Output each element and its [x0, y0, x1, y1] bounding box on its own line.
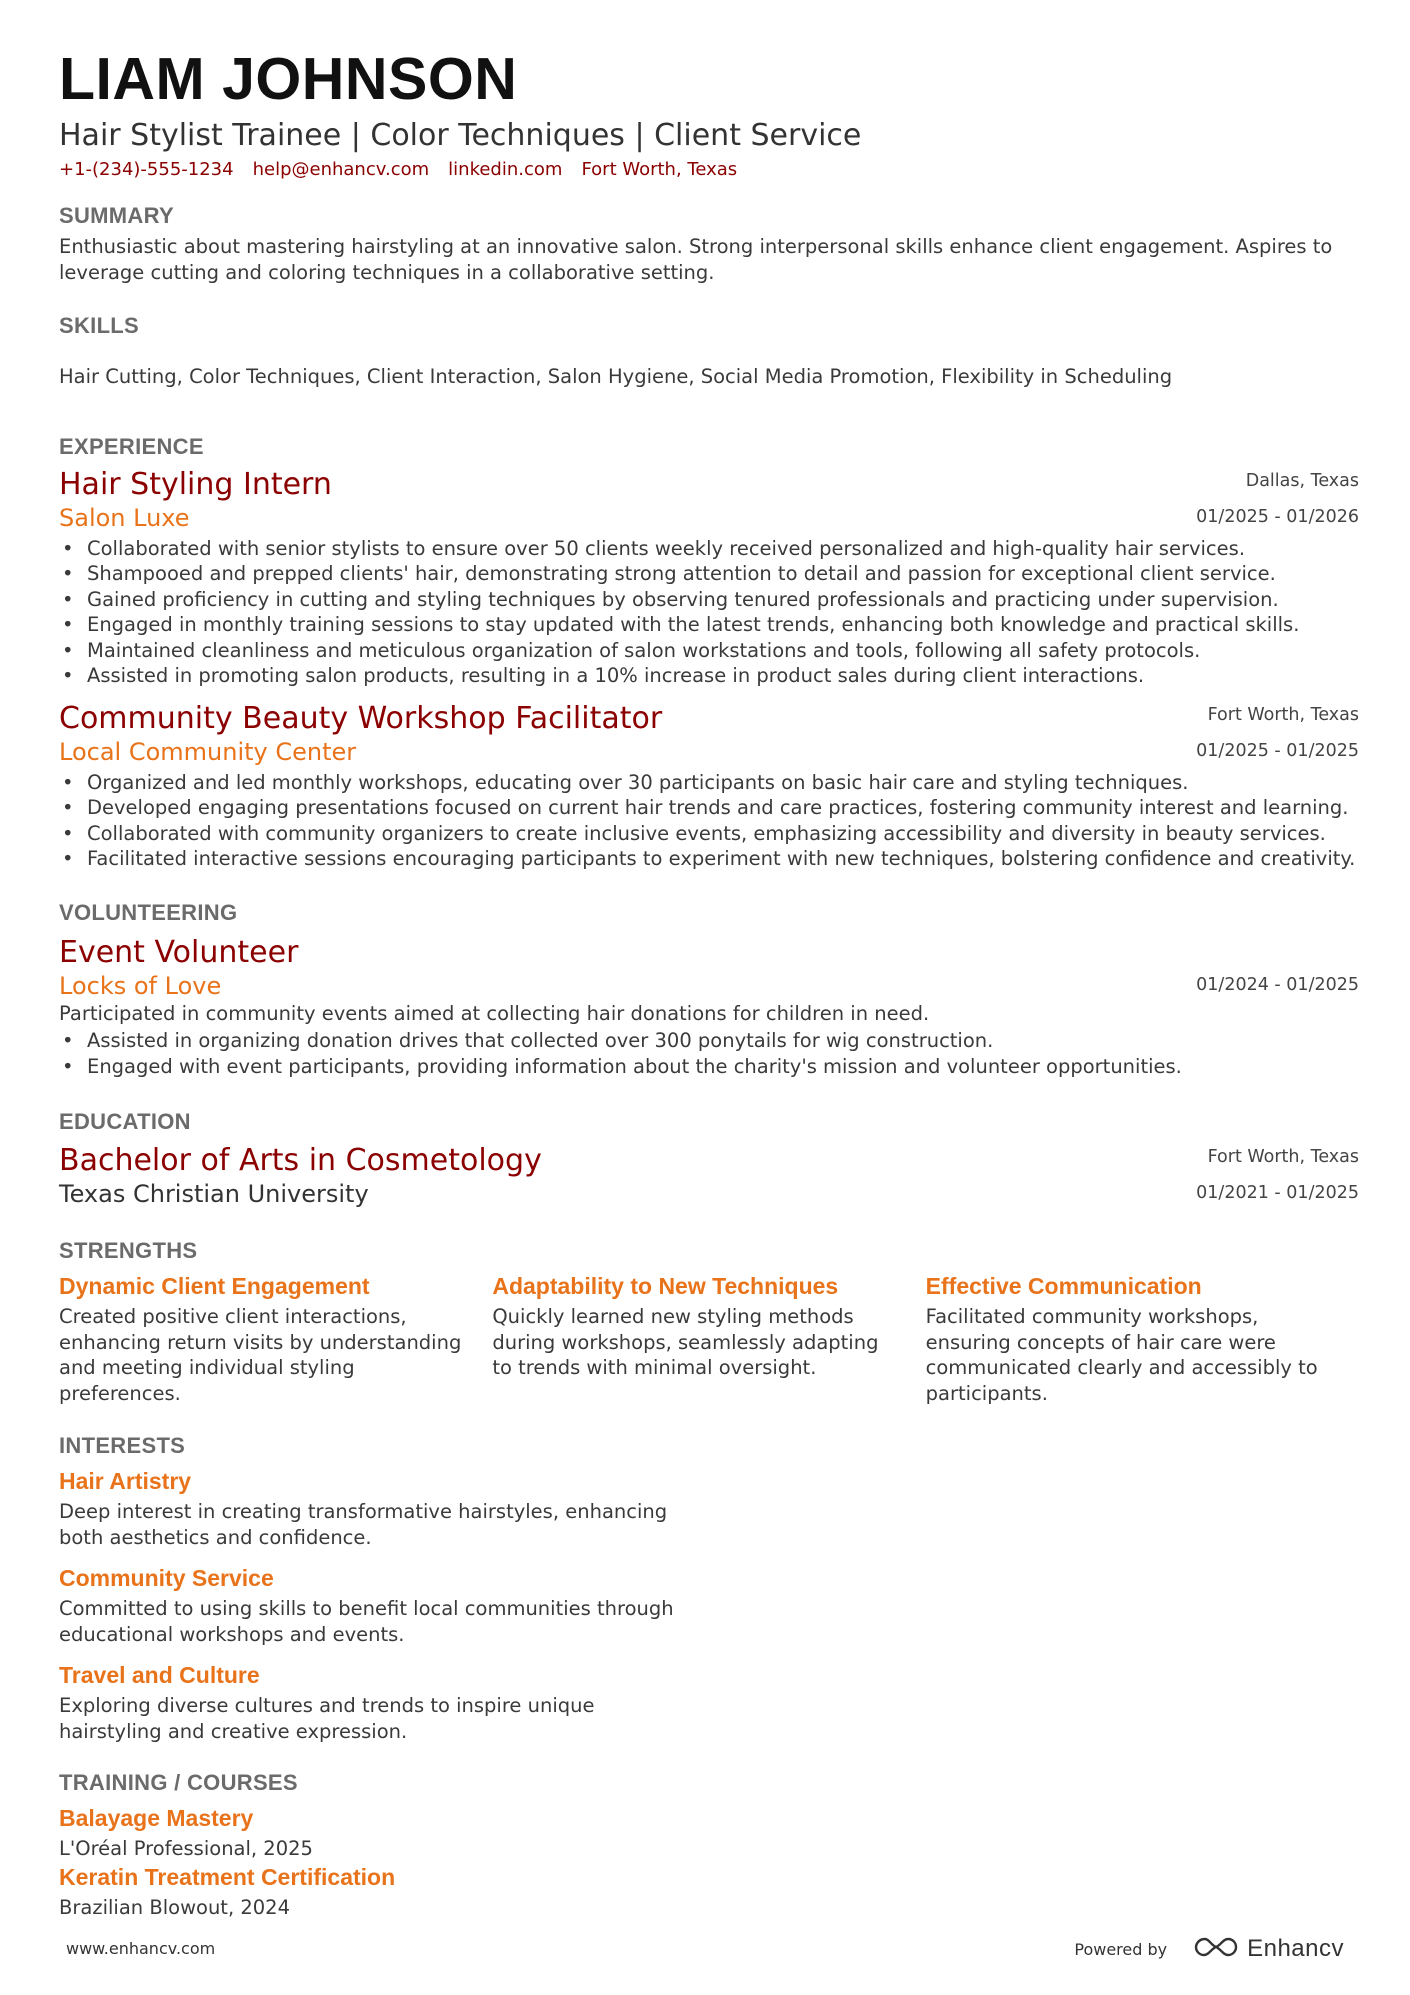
- interests-section: [59, 1432, 1359, 1744]
- training-provider: L'Oréal Professional, 2025: [59, 1837, 313, 1860]
- volunteering-section: [59, 899, 1359, 1080]
- volunteer-description: Participated in community events aimed at collecting hair donations for children in need.: [59, 1001, 930, 1025]
- strengths-grid: [59, 1271, 1359, 1406]
- phone-link[interactable]: +1-(234)-555-1234: [59, 159, 234, 180]
- job-company: Salon Luxe: [59, 503, 190, 532]
- experience-entry: [59, 701, 1359, 872]
- interest-title: Community Service: [59, 1565, 274, 1591]
- candidate-tagline: Hair Stylist Trainee | Color Techniques | Client Service: [59, 118, 862, 153]
- job-location: Dallas, Texas: [1245, 470, 1359, 491]
- strength-title: Effective Communication: [925, 1273, 1202, 1299]
- volunteer-bullets: [59, 1028, 1359, 1079]
- list-item: • Organized and led monthly workshops, educating over 30 participants on basic hair care and styling techniques.: [59, 770, 1359, 796]
- list-item: • Developed engaging presentations focused on current hair trends and care practices, fostering community interest and learning.: [59, 795, 1359, 821]
- list-item: • Facilitated interactive sessions encouraging participants to experiment with new techniques, bolstering confidence and creativity.: [59, 846, 1359, 872]
- interest-item: [59, 1563, 725, 1647]
- job-title: Community Beauty Workshop Facilitator: [59, 700, 663, 736]
- powered-by-label: Powered by: [1074, 1939, 1168, 1959]
- section-title-strengths: STRENGTHS: [59, 1238, 198, 1263]
- job-title: Hair Styling Intern: [59, 466, 332, 502]
- interests-grid: [59, 1466, 1359, 1744]
- job-dates: 01/2025 - 01/2025: [1196, 740, 1359, 761]
- training-title: Keratin Treatment Certification: [59, 1863, 396, 1890]
- volunteer-entry: [59, 935, 1359, 1080]
- list-item: • Collaborated with community organizers to create inclusive events, emphasizing accessibility and diversity in beauty services.: [59, 821, 1359, 847]
- job-location: Fort Worth, Texas: [1207, 704, 1359, 725]
- summary-text: Enthusiastic about mastering hairstyling at an innovative salon. Strong interpersonal skills enhance client engagement. Aspires to leverage cutting and coloring techniques in a collaborative setting.: [59, 235, 1333, 284]
- candidate-name: LIAM JOHNSON: [59, 46, 518, 112]
- section-title-training: TRAINING / COURSES: [59, 1770, 298, 1795]
- strengths-section: [59, 1237, 1359, 1406]
- section-title-skills: SKILLS: [59, 313, 140, 338]
- job-company: Local Community Center: [59, 737, 357, 766]
- skills-section: [59, 312, 1359, 390]
- training-provider: Brazilian Blowout, 2024: [59, 1895, 290, 1919]
- list-item: • Collaborated with senior stylists to ensure over 50 clients weekly received personalized and high-quality hair services.: [59, 536, 1359, 562]
- training-title: Balayage Mastery: [59, 1805, 254, 1831]
- linkedin-link[interactable]: linkedin.com: [448, 159, 563, 180]
- list-item: • Shampooed and prepped clients' hair, demonstrating strong attention to detail and passion for exceptional client service.: [59, 561, 1359, 587]
- footer-branding: [1074, 1935, 1344, 1963]
- job-bullets: [59, 770, 1359, 872]
- email-link[interactable]: help@enhancv.com: [252, 159, 430, 180]
- interest-text: Exploring diverse cultures and trends to inspire unique hairstyling and creative expression.: [59, 1694, 595, 1743]
- resume-content: [59, 40, 1359, 1920]
- list-item: • Maintained cleanliness and meticulous organization of salon workstations and tools, following all safety protocols.: [59, 638, 1359, 664]
- education-entry: [59, 1143, 1359, 1209]
- experience-entry: [59, 467, 1359, 689]
- training-item: [59, 1862, 725, 1921]
- training-item: [59, 1803, 725, 1862]
- section-title-interests: INTERESTS: [59, 1433, 186, 1458]
- education-dates: 01/2021 - 01/2025: [1196, 1183, 1359, 1203]
- section-title-experience: EXPERIENCE: [59, 433, 204, 459]
- interest-item: [59, 1660, 725, 1744]
- strength-text: Quickly learned new styling methods during workshops, seamlessly adapting to trends with minimal oversight.: [492, 1305, 879, 1379]
- interest-text: Committed to using skills to benefit local communities through educational workshops and events.: [59, 1597, 674, 1646]
- enhancv-logo-icon: [1193, 1935, 1239, 1963]
- list-item: • Assisted in promoting salon products, resulting in a 10% increase in product sales during client interactions.: [59, 663, 1359, 689]
- strength-item: [492, 1271, 925, 1406]
- education-degree: Bachelor of Arts in Cosmetology: [59, 1143, 542, 1178]
- education-section: [59, 1108, 1359, 1209]
- experience-section: [59, 433, 1359, 872]
- section-title-education: EDUCATION: [59, 1109, 191, 1134]
- interest-text: Deep interest in creating transformative hairstyles, enhancing both aesthetics and confidence.: [59, 1500, 668, 1549]
- job-bullets: [59, 536, 1359, 689]
- section-title-volunteering: VOLUNTEERING: [59, 899, 238, 925]
- job-dates: 01/2025 - 01/2026: [1196, 506, 1359, 527]
- footer-website-link[interactable]: www.enhancv.com: [66, 1939, 216, 1958]
- list-item: • Engaged with event participants, providing information about the charity's mission and volunteer opportunities.: [59, 1054, 1359, 1080]
- strength-text: Created positive client interactions, enhancing return visits by understanding and meeting individual styling preferences.: [59, 1305, 462, 1405]
- education-location: Fort Worth, Texas: [1207, 1147, 1359, 1167]
- location-text: Fort Worth, Texas: [581, 159, 738, 180]
- strength-title: Dynamic Client Engagement: [59, 1273, 370, 1299]
- page-footer: [66, 1935, 1344, 1965]
- volunteer-org: Locks of Love: [59, 971, 222, 1000]
- interest-item: [59, 1466, 725, 1550]
- skills-text: Hair Cutting, Color Techniques, Client Interaction, Salon Hygiene, Social Media Promotion, Flexibility in Scheduling: [59, 365, 1173, 388]
- volunteer-role: Event Volunteer: [59, 934, 299, 970]
- education-school: Texas Christian University: [59, 1180, 369, 1208]
- strength-item: [926, 1271, 1359, 1406]
- strength-title: Adaptability to New Techniques: [492, 1273, 839, 1299]
- list-item: • Gained proficiency in cutting and styling techniques by observing tenured professionals and practicing under supervision.: [59, 587, 1359, 613]
- training-section: [59, 1769, 1359, 1920]
- contact-line: [59, 158, 1359, 182]
- resume-header: [59, 40, 1359, 182]
- summary-section: [59, 202, 1359, 285]
- enhancv-brand-name: Enhancv: [1247, 1935, 1344, 1962]
- volunteer-dates: 01/2024 - 01/2025: [1196, 974, 1359, 995]
- interest-title: Hair Artistry: [59, 1468, 192, 1494]
- list-item: • Engaged in monthly training sessions to stay updated with the latest trends, enhancing both knowledge and practical skills.: [59, 612, 1359, 638]
- section-title-summary: SUMMARY: [59, 203, 174, 228]
- strength-item: [59, 1271, 492, 1406]
- training-grid: [59, 1803, 1359, 1920]
- list-item: • Assisted in organizing donation drives that collected over 300 ponytails for wig construction.: [59, 1028, 1359, 1054]
- strength-text: Facilitated community workshops, ensuring concepts of hair care were communicated clearly and accessibly to participants.: [925, 1305, 1318, 1405]
- interest-title: Travel and Culture: [59, 1662, 260, 1688]
